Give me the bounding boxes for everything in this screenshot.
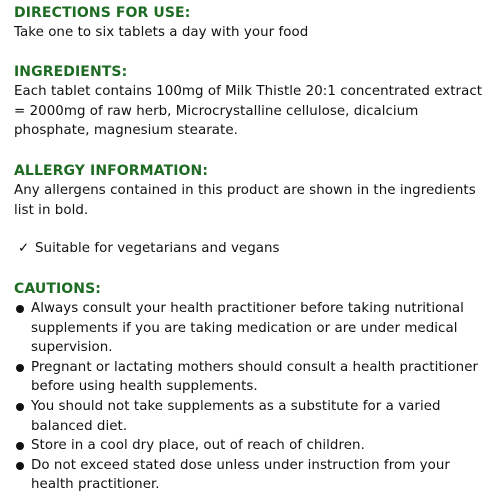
ingredients-line: phosphate, magnesium stearate.: [14, 123, 238, 139]
suitability-line: [14, 239, 494, 259]
bullet-icon: [16, 305, 24, 313]
suitability-section: [14, 239, 494, 259]
caution-line: Store in a cool dry place, out of reach of children.: [31, 438, 365, 454]
cautions-section: [14, 279, 494, 495]
cautions-heading: CAUTIONS:: [14, 281, 102, 297]
caution-item: [14, 358, 494, 397]
caution-line: balanced diet.: [31, 418, 128, 434]
caution-line: Always consult your health practitioner before taking nutritional: [31, 301, 464, 316]
allergy-line: list in bold.: [14, 202, 89, 218]
caution-line: You should not take supplements as a substitute for a varied: [31, 398, 441, 414]
allergy-heading: ALLERGY INFORMATION:: [14, 163, 209, 179]
caution-item: [14, 436, 494, 456]
bullet-icon: [16, 364, 24, 372]
allergy-section: [14, 161, 494, 220]
caution-item: [14, 397, 494, 436]
bullet-icon: [16, 442, 24, 450]
bullet-icon: [16, 462, 24, 470]
caution-item: [14, 456, 494, 495]
caution-line: supplements if you are taking medication or are under medical: [31, 320, 458, 336]
caution-line: before using health supplements.: [31, 379, 258, 395]
cautions-list: [14, 299, 494, 495]
ingredients-line: Each tablet contains 100mg of Milk Thistle 20:1 concentrated extract: [14, 84, 483, 99]
ingredients-section: [14, 62, 494, 141]
caution-line: health practitioner.: [31, 477, 160, 493]
ingredients-heading: INGREDIENTS:: [14, 64, 128, 80]
bullet-icon: [16, 403, 24, 411]
suitability-text: Suitable for vegetarians and vegans: [35, 241, 280, 256]
directions-text: Take one to six tablets a day with your food: [14, 25, 309, 40]
allergy-line: Any allergens contained in this product are shown in the ingredients: [14, 183, 476, 198]
checkmark-icon: ✓: [18, 241, 30, 256]
caution-item: [14, 299, 494, 358]
caution-line: Do not exceed stated dose unless under instruction from your: [31, 457, 450, 473]
caution-line: Pregnant or lactating mothers should consult a health practitioner: [31, 359, 479, 375]
ingredients-line: = 2000mg of raw herb, Microcrystalline cellulose, dicalcium: [14, 103, 419, 119]
directions-heading: DIRECTIONS FOR USE:: [14, 5, 191, 21]
caution-line: supervision.: [31, 340, 113, 356]
directions-section: [14, 3, 494, 43]
